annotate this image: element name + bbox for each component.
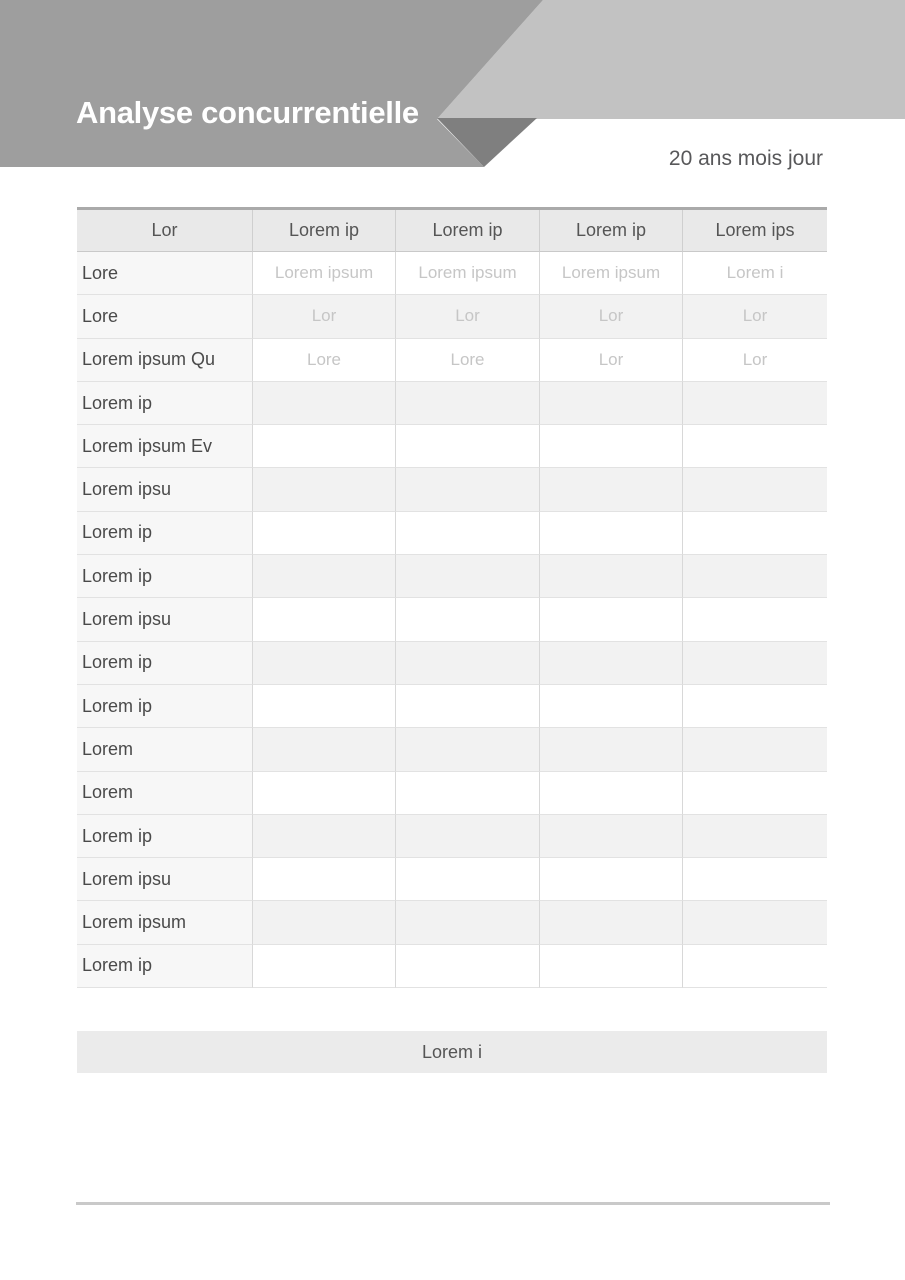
page-title: Analyse concurrentielle (76, 95, 419, 130)
table-cell (396, 945, 540, 988)
row-label: Lorem ip (77, 555, 253, 598)
table-cell (683, 382, 827, 425)
table-cell: Lorem ipsum (396, 252, 540, 295)
table-cell (396, 815, 540, 858)
bottom-divider (76, 1202, 830, 1205)
row-label: Lorem ipsum Qu (77, 339, 253, 382)
table-cell (253, 555, 396, 598)
row-label: Lorem ip (77, 945, 253, 988)
table-cell (396, 598, 540, 641)
row-label: Lorem ip (77, 815, 253, 858)
table-cell: Lor (683, 339, 827, 382)
table-cell (540, 512, 683, 555)
row-label: Lorem (77, 772, 253, 815)
row-label: Lorem ip (77, 685, 253, 728)
table-cell (683, 815, 827, 858)
table-cell: Lor (683, 295, 827, 338)
table-cell: Lor (396, 295, 540, 338)
table-cell (540, 685, 683, 728)
column-header: Lorem ips (683, 210, 827, 252)
row-label: Lorem ip (77, 642, 253, 685)
table-cell (253, 512, 396, 555)
table-cell (540, 425, 683, 468)
table-cell (540, 382, 683, 425)
row-label: Lorem ipsum (77, 901, 253, 944)
table-cell (396, 425, 540, 468)
table-cell (540, 555, 683, 598)
row-label: Lorem ipsu (77, 858, 253, 901)
row-label: Lorem (77, 728, 253, 771)
row-label: Lorem ip (77, 382, 253, 425)
column-header: Lorem ip (253, 210, 396, 252)
table-cell (253, 728, 396, 771)
table-cell (396, 772, 540, 815)
date-line: 20 ans mois jour (668, 147, 823, 170)
table-cell (253, 382, 396, 425)
table-cell (683, 425, 827, 468)
table-cell (540, 858, 683, 901)
row-label: Lore (77, 295, 253, 338)
table-cell: Lor (253, 295, 396, 338)
row-label: Lorem ip (77, 512, 253, 555)
table-cell (683, 555, 827, 598)
row-label: Lorem ipsu (77, 598, 253, 641)
row-label: Lorem ipsum Ev (77, 425, 253, 468)
comparison-table (77, 207, 827, 988)
footer-note-text: Lorem i (421, 1041, 483, 1062)
table-cell (683, 468, 827, 511)
table-cell: Lorem ipsum (253, 252, 396, 295)
table-cell (683, 685, 827, 728)
header-banner-shapes (0, 0, 905, 170)
table-cell (540, 945, 683, 988)
table-cell (540, 815, 683, 858)
column-header: Lorem ip (396, 210, 540, 252)
table-cell: Lorem i (683, 252, 827, 295)
table-cell (253, 468, 396, 511)
table-cell (396, 382, 540, 425)
table-cell (396, 512, 540, 555)
table-cell (683, 728, 827, 771)
table-cell (396, 642, 540, 685)
table-cell (396, 728, 540, 771)
table-cell (540, 728, 683, 771)
table-cell (683, 858, 827, 901)
table-cell (540, 598, 683, 641)
header-banner (0, 0, 905, 170)
table-cell (683, 901, 827, 944)
table-cell (396, 555, 540, 598)
table-cell (683, 642, 827, 685)
table-cell (683, 512, 827, 555)
table-cell: Lore (253, 339, 396, 382)
table-cell (253, 901, 396, 944)
table-cell (540, 901, 683, 944)
table-cell (253, 858, 396, 901)
table-cell (253, 425, 396, 468)
table-cell (253, 772, 396, 815)
table-cell (253, 598, 396, 641)
table-cell (253, 685, 396, 728)
table-cell: Lore (396, 339, 540, 382)
row-label: Lorem ipsu (77, 468, 253, 511)
table-cell (683, 598, 827, 641)
footer-note-bar (77, 1031, 827, 1073)
table-cell (683, 945, 827, 988)
column-header: Lorem ip (540, 210, 683, 252)
table-cell (253, 815, 396, 858)
table-cell: Lor (540, 339, 683, 382)
table-cell (683, 772, 827, 815)
table-cell (540, 642, 683, 685)
table-cell (396, 468, 540, 511)
column-header: Lor (77, 210, 253, 252)
table-cell (540, 772, 683, 815)
table-cell (540, 468, 683, 511)
table-cell: Lor (540, 295, 683, 338)
table-cell (253, 945, 396, 988)
table-cell (396, 858, 540, 901)
table-cell (396, 685, 540, 728)
table-cell (253, 642, 396, 685)
table-cell: Lorem ipsum (540, 252, 683, 295)
table-cell (396, 901, 540, 944)
row-label: Lore (77, 252, 253, 295)
